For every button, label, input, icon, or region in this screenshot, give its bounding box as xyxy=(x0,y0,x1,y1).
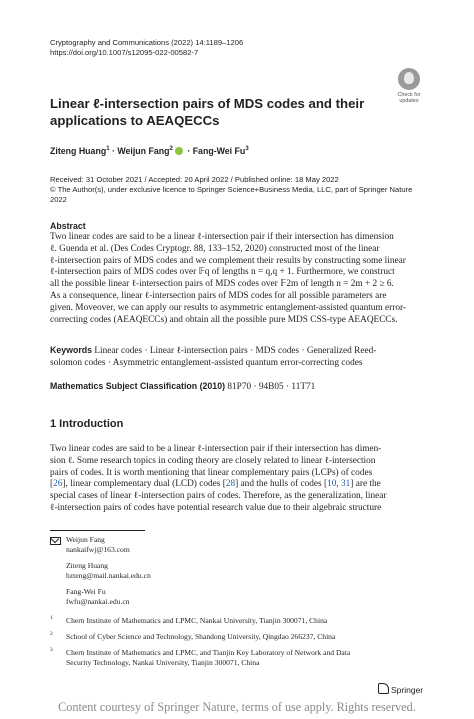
affiliation-number: 2 xyxy=(50,631,53,637)
abstract-line: As a consequence, linear ℓ-intersection pairs of MDS codes for all possible parameters are xyxy=(50,290,387,301)
intro-line: ℓ-intersection pairs of codes have potential research value due to their algebraic structure xyxy=(50,502,382,513)
intro-line: special cases of linear ℓ-intersection pairs of codes. Therefore, as the generalization, linear xyxy=(50,491,387,502)
publisher-name: Springer xyxy=(391,685,424,695)
paper-title xyxy=(50,96,390,129)
keywords-line: solomon codes · Asymmetric entanglement-assisted quantum error-correcting codes xyxy=(50,357,363,368)
affiliation-text: Chern Institute of Mathematics and LPMC, and Tianjin Key Laboratory of Network and Data Security Technology, Nankai University, Tianjin 300071, China xyxy=(66,648,351,667)
check-for-updates-icon xyxy=(398,68,420,90)
affiliation-text: Chern Institute of Mathematics and LPMC, Nankai University, Tianjin 300071, China xyxy=(66,616,328,625)
author-name[interactable]: Ziteng Huang xyxy=(50,146,107,156)
journal-header xyxy=(50,38,243,58)
contact-name: Ziteng Huang xyxy=(66,561,108,570)
intro-line: [26], linear complementary dual (LCD) codes [28] and the hulls of codes [10, 31] are the xyxy=(50,479,381,490)
contact-entry xyxy=(66,561,151,580)
author-name[interactable]: Weijun Fang xyxy=(117,146,170,156)
contact-email[interactable]: fwfu@nankai.edu.cn xyxy=(66,596,130,606)
affiliation-text: School of Cyber Science and Technology, Shandong University, Qingdao 266237, China xyxy=(66,632,336,641)
publication-dates xyxy=(50,175,430,205)
footnote-divider xyxy=(50,530,145,531)
doi-link[interactable]: https://doi.org/10.1007/s12095-022-00582-7 xyxy=(50,48,199,57)
keywords-line: Linear codes · Linear ℓ-intersection pairs · MDS codes · Generalized Reed- xyxy=(92,346,377,356)
title-line-1: Linear ℓ-intersection pairs of MDS codes and their xyxy=(50,96,365,111)
contact-name: Weijun Fang xyxy=(66,535,105,544)
contact-entry xyxy=(66,535,130,554)
received-accepted-dates: Received: 31 October 2021 / Accepted: 20 April 2022 / Published online: 18 May 2022 xyxy=(50,175,339,184)
orcid-icon[interactable] xyxy=(175,147,183,155)
abstract-line: ℓ. Guenda et al. (Des Codes Cryptogr. 88, 133–152, 2020) constructed most of the linear xyxy=(50,243,380,254)
affiliation-number: 3 xyxy=(50,647,53,653)
keywords-label: Keywords xyxy=(50,345,93,355)
contact-email[interactable]: nankaifwj@163.com xyxy=(66,544,130,554)
copyright-notice: © The Author(s), under exclusive licence to Springer Science+Business Media, LLC, part of Springer Nature 2022 xyxy=(50,185,413,204)
abstract-line: given. Moveover, we can apply our results to asymmetric entanglement-assisted quantum error- xyxy=(50,302,406,313)
abstract-line: ℓ-intersection pairs of MDS codes and we complement their results by constructing some linear xyxy=(50,255,406,266)
abstract-line: Two linear codes are said to be a linear ℓ-intersection pair if their intersection has dimension xyxy=(50,232,394,242)
check-for-updates-badge[interactable] xyxy=(394,68,424,104)
keywords xyxy=(50,345,424,370)
introduction-body xyxy=(50,444,424,515)
intro-line: Two linear codes are said to be a linear ℓ-intersection pair if their intersection has dimen- xyxy=(50,444,382,454)
abstract-line: correcting codes (AEAQECCs) and obtain all the possible pure MDS CSS-type AEAQECCs. xyxy=(50,314,398,325)
intro-line: pairs of codes. It is worth mentioning that linear complementary pairs (LCPs) of codes xyxy=(50,467,373,478)
intro-line: sion ℓ. Some research topics in coding theory are closely related to linear ℓ-intersection xyxy=(50,455,376,466)
check-for-updates-label: Check for updates xyxy=(397,92,421,104)
msc-label: Mathematics Subject Classification (2010) xyxy=(50,381,226,391)
introduction-heading: 1 Introduction xyxy=(50,418,124,430)
abstract-body xyxy=(50,232,424,326)
contact-entry xyxy=(66,587,130,606)
springer-logo xyxy=(378,683,423,695)
abstract-heading: Abstract xyxy=(50,221,86,231)
abstract-line: ℓ-intersection pairs of MDS codes over 𝔽q of lengths n = q,q + 1. Furthermore, we construct xyxy=(50,267,395,278)
journal-citation: Cryptography and Communications (2022) 14:1189–1206 xyxy=(50,38,244,47)
contact-email[interactable]: hzteng@mail.nankai.edu.cn xyxy=(66,570,151,580)
springer-horse-icon xyxy=(378,683,389,694)
abstract-line: all the possible linear ℓ-intersection pairs of MDS codes over 𝔽2m of length n = 2m + 2 ≥ 6. xyxy=(50,279,394,290)
courtesy-notice[interactable]: Content courtesy of Springer Nature, terms of use apply. Rights reserved. xyxy=(58,700,416,714)
author-list: Ziteng Huang$^1$ · Weijun Fang$^2$ · Fang-Wei Fu$^3$ xyxy=(50,146,249,156)
author-name[interactable]: Fang-Wei Fu xyxy=(192,146,246,156)
affiliation-number: 1 xyxy=(50,615,53,621)
envelope-icon xyxy=(50,537,61,545)
title-line-2: applications to AEAQECCs xyxy=(50,112,220,128)
msc-classification xyxy=(50,381,424,394)
contact-name: Fang-Wei Fu xyxy=(66,587,106,596)
msc-value: 81P70 · 94B05 · 11T71 xyxy=(225,382,316,392)
